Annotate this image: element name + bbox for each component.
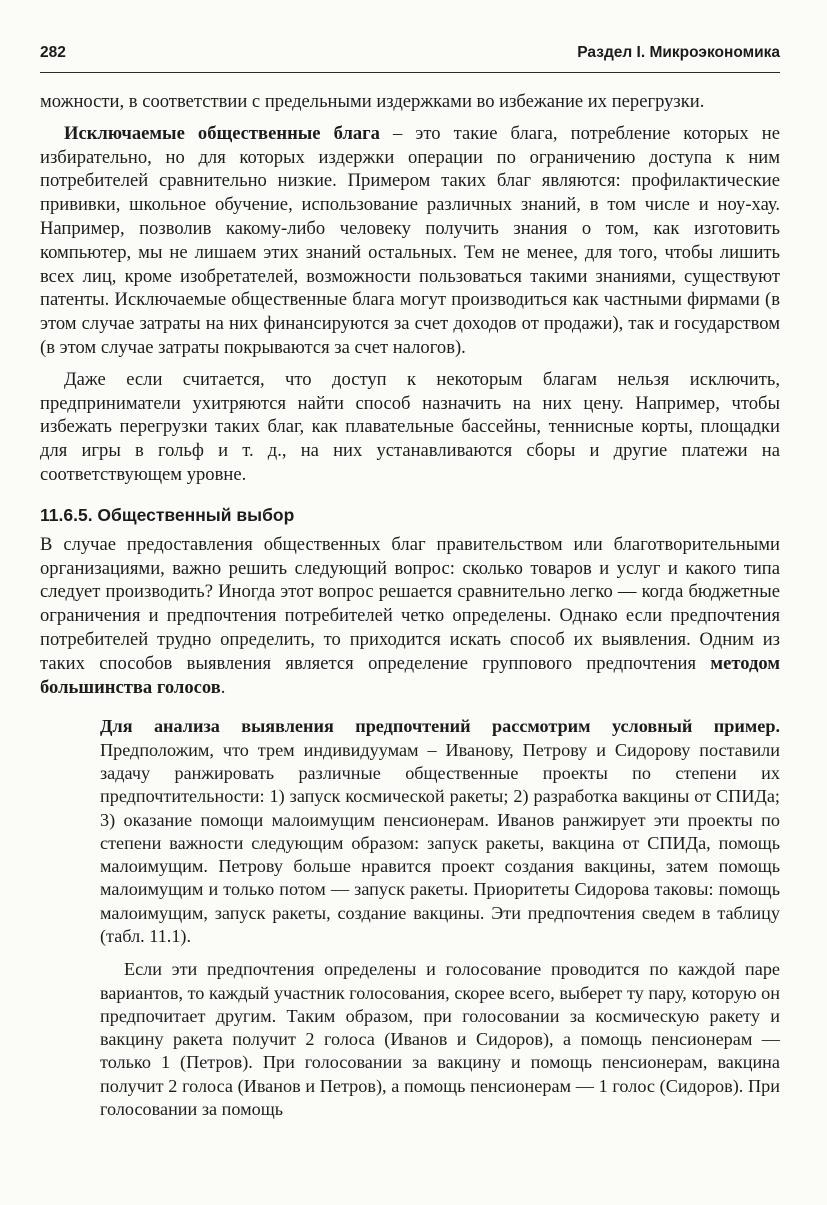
- running-header: [40, 38, 780, 73]
- paragraph-text: В случае предоставления общественных благ правительством или благотворительными организациями, важно решить следующий вопрос: сколько товаров и услуг и какого типа следует производить? Иногда этот вопрос решается сравнительно легко — когда бюджетные ограничения и предпочтения потребителей четко определены. Однако если предпочтения потребителей трудно определить, то приходится искать способ их выявления. Одним из таких способов выявления является определение группового предпочтения: [40, 533, 780, 674]
- page-number: 282: [40, 44, 66, 61]
- paragraph-text: Предположим, что трем индивидуумам – Иванову, Петрову и Сидорову поставили задачу ранжировать различные общественные проекты по степени их предпочтительности: 1) запуск космической ракеты; 2) разработка вакцины от СПИДа; 3) оказание помощи малоимущим пенсионерам. Иванов ранжирует эти проекты по степени важности следующим образом: запуск ракеты, вакцина от СПИДа, помощь малоимущим. Петрову больше нравится проект создания вакцины, затем помощь малоимущим и только потом — запуск ракеты. Приоритеты Сидорова таковы: помощь малоимущим, запуск ракеты, создание вакцины. Эти предпочтения сведем в таблицу (табл. 11.1).: [100, 739, 780, 946]
- section-title: Раздел I. Микроэкономика: [577, 44, 780, 61]
- term-bold: Исключаемые общественные блага: [64, 122, 380, 144]
- section-heading: 11.6.5. Общественный выбор: [40, 504, 295, 525]
- paragraph: [40, 533, 780, 700]
- paragraph-text: – это такие блага, потребление которых не избирательно, но для которых издержки операции по ограничению доступа к ним потребителей сравнительно низкие. Примером таких благ являются: профилактические прививки, школьное обучение, использование различных знаний, в том числе и ноу-хау. Например, позволив какому-либо человеку получить знания о том, как изготовить компьютер, мы не лишаем этих знаний остальных. Тем не менее, для того, чтобы лишить всех лиц, кроме изобретателей, возможности пользоваться такими знаниями, существуют патенты. Исключаемые общественные блага могут производиться как частными фирмами (в этом случае затраты на них финансируются за счет доходов от продажи), так и государством (в этом случае затраты покрываются за счет налогов).: [40, 122, 780, 358]
- paragraph: [40, 122, 780, 360]
- example-paragraph: Если эти предпочтения определены и голосование проводится по каждой паре вариантов, то каждый участник голосования, скорее всего, выберет ту пару, которую он предпочитает другим. Таким образом, при голосовании за космическую ракету и вакцину ракета получит 2 голоса (Иванов и Сидоров), а помощь пенсионерам — только 1 (Петров). При голосовании за вакцину и помощь пенсионерам, вакцина получит 2 голоса (Иванов и Петров), а помощь пенсионерам — 1 голос (Сидоров). При голосовании за помощь: [100, 959, 780, 1120]
- paragraph: можности, в соответствии с предельными издержками во избежание их перегрузки.: [40, 91, 705, 112]
- body-text: [40, 90, 780, 1121]
- paragraph-end: .: [220, 676, 226, 698]
- example-paragraph: [100, 715, 780, 948]
- example-lead-bold: Для анализа выявления предпочтений рассмотрим условный пример.: [100, 716, 780, 737]
- term-bold: методом большинства голосов: [40, 652, 780, 698]
- paragraph: Даже если считается, что доступ к некоторым благам нельзя исключить, предприниматели ухитряются найти способ назначить на них цену. Например, чтобы избежать перегрузки таких благ, как плавательные бассейны, теннисные корты, площадки для игры в гольф и т. д., на них устанавливаются сборы и другие платежи на соответствующем уровне.: [40, 368, 780, 485]
